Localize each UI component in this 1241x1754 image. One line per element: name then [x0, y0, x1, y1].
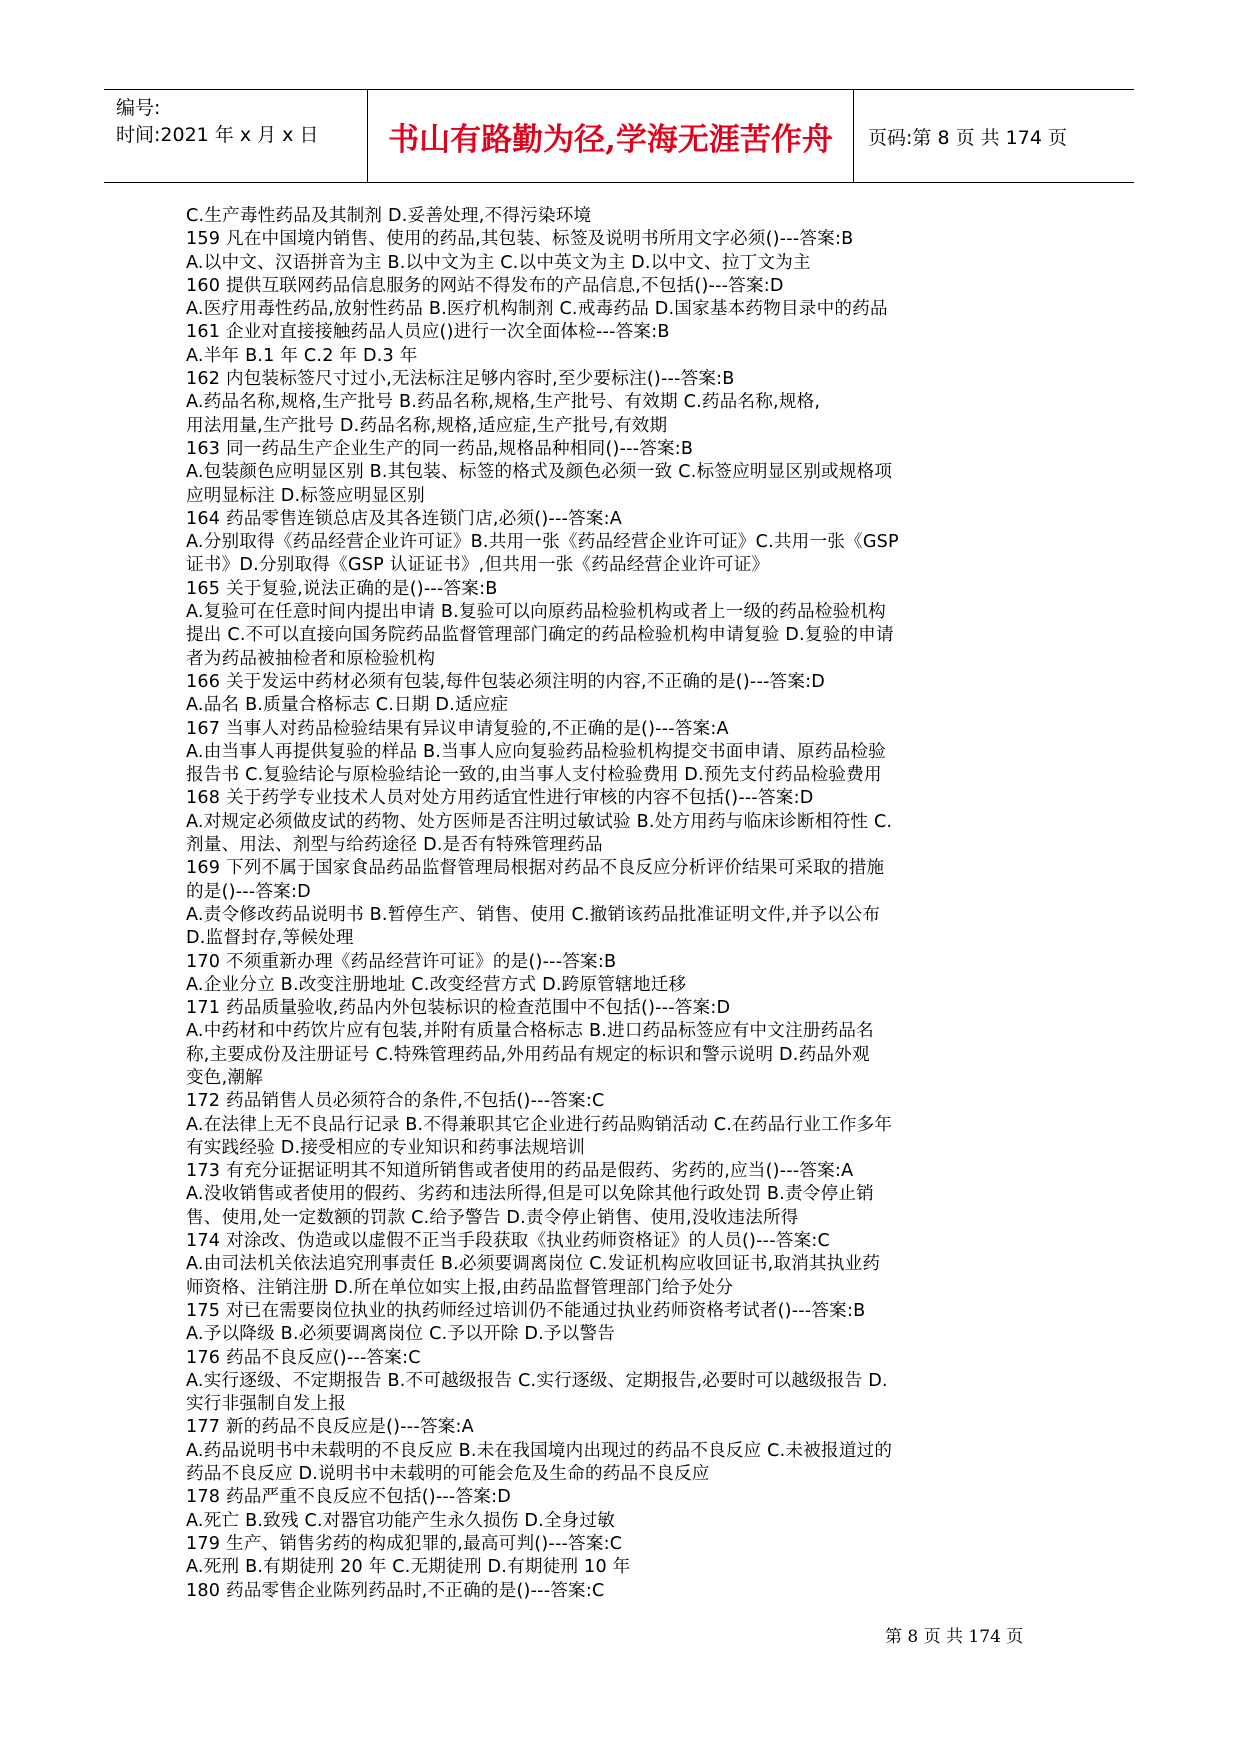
text-line: A.对规定必须做皮试的药物、处方医师是否注明过敏试验 B.处方用药与临床诊断相符性 C.: [186, 811, 893, 832]
text-line: 报告书 C.复验结论与原检验结论一致的,由当事人支付检验费用 D.预先支付药品检验费用: [186, 765, 882, 786]
text-line: A.品名 B.质量合格标志 C.日期 D.适应症: [186, 695, 509, 716]
text-line: 165 关于复验,说法正确的是()---答案:B: [186, 578, 498, 599]
text-line: 166 关于发运中药材必须有包装,每件包装必须注明的内容,不正确的是()---答案:D: [186, 671, 826, 692]
text-line: A.由当事人再提供复验的样品 B.当事人应向复验药品检验机构提交书面申请、原药品检验: [186, 741, 886, 762]
text-line: 177 新的药品不良反应是()---答案:A: [186, 1417, 474, 1438]
text-line: A.以中文、汉语拼音为主 B.以中文为主 C.以中英文为主 D.以中文、拉丁文为主: [186, 252, 811, 273]
text-line: 剂量、用法、剂型与给药途径 D.是否有特殊管理药品: [186, 835, 603, 856]
text-line: 164 药品零售连锁总店及其各连锁门店,必须()---答案:A: [186, 508, 622, 529]
text-line: 的是()---答案:D: [186, 881, 311, 902]
page-footer: 第 8 页 共 174 页: [885, 1627, 1024, 1647]
header-meta: [104, 90, 368, 182]
text-line: 169 下列不属于国家食品药品监督管理局根据对药品不良反应分析评价结果可采取的措施: [186, 858, 885, 879]
text-line: 171 药品质量验收,药品内外包装标识的检查范围中不包括()---答案:D: [186, 998, 731, 1019]
question-text-body: [186, 205, 1056, 1603]
text-line: 者为药品被抽检者和原检验机构: [186, 648, 436, 669]
text-line: 称,主要成份及注册证号 C.特殊管理药品,外用药品有规定的标识和警示说明 D.药品外观: [186, 1044, 870, 1065]
text-line: C.生产毒性药品及其制剂 D.妥善处理,不得污染环境: [186, 206, 592, 226]
text-line: 用法用量,生产批号 D.药品名称,规格,适应症,生产批号,有效期: [186, 415, 668, 436]
text-line: A.半年 B.1 年 C.2 年 D.3 年: [186, 345, 418, 366]
text-line: A.由司法机关依法追究刑事责任 B.必须要调离岗位 C.发证机构应收回证书,取消其执业药: [186, 1254, 881, 1275]
page-info: 页码:第 8 页 共 174 页: [868, 126, 1067, 149]
text-line: 有实践经验 D.接受相应的专业知识和药事法规培训: [186, 1137, 586, 1158]
text-line: 176 药品不良反应()---答案:C: [186, 1347, 421, 1368]
text-line: 变色,潮解: [186, 1067, 263, 1088]
text-line: A.死刑 B.有期徒刑 20 年 C.无期徒刑 D.有期徒刑 10 年: [186, 1557, 631, 1578]
text-line: A.医疗用毒性药品,放射性药品 B.医疗机构制剂 C.戒毒药品 D.国家基本药物目录中的药品: [186, 299, 888, 320]
time-label: 时间:2021 年 x 月 x 日: [116, 124, 319, 146]
text-line: 179 生产、销售劣药的构成犯罪的,最高可判()---答案:C: [186, 1533, 623, 1554]
text-line: 药品不良反应 D.说明书中未载明的可能会危及生命的药品不良反应: [186, 1464, 710, 1485]
text-line: A.药品名称,规格,生产批号 B.药品名称,规格,生产批号、有效期 C.药品名称,规格,: [186, 392, 821, 413]
text-line: 证书》D.分别取得《GSP 认证证书》,但共用一张《药品经营企业许可证》: [186, 555, 770, 576]
text-line: A.没收销售或者使用的假药、劣药和违法所得,但是可以免除其他行政处罚 B.责令停止销: [186, 1184, 874, 1205]
text-line: 159 凡在中国境内销售、使用的药品,其包装、标签及说明书所用文字必须()---答案:B: [186, 229, 854, 250]
text-line: A.分别取得《药品经营企业许可证》B.共用一张《药品经营企业许可证》C.共用一张《GSP: [186, 532, 899, 553]
text-line: A.实行逐级、不定期报告 B.不可越级报告 C.实行逐级、定期报告,必要时可以越级报告 D.: [186, 1370, 888, 1391]
text-line: A.责令修改药品说明书 B.暂停生产、销售、使用 C.撤销该药品批准证明文件,并予以公布: [186, 904, 881, 925]
text-line: 应明显标注 D.标签应明显区别: [186, 485, 425, 506]
text-line: A.企业分立 B.改变注册地址 C.改变经营方式 D.跨原管辖地迁移: [186, 974, 687, 995]
motto: 书山有路勤为径,学海无涯苦作舟: [368, 90, 854, 182]
serial-label: 编号:: [116, 97, 161, 119]
text-line: A.复验可在任意时间内提出申请 B.复验可以向原药品检验机构或者上一级的药品检验机构: [186, 602, 886, 623]
text-line: A.药品说明书中未载明的不良反应 B.未在我国境内出现过的药品不良反应 C.未被报道过的: [186, 1440, 893, 1461]
page-header: [104, 89, 1134, 183]
text-line: 178 药品严重不良反应不包括()---答案:D: [186, 1487, 511, 1508]
text-line: 173 有充分证据证明其不知道所销售或者使用的药品是假药、劣药的,应当()---答案:A: [186, 1161, 854, 1182]
text-line: 160 提供互联网药品信息服务的网站不得发布的产品信息,不包括()---答案:D: [186, 275, 784, 296]
text-line: 163 同一药品生产企业生产的同一药品,规格品种相同()---答案:B: [186, 438, 694, 459]
text-line: 174 对涂改、伪造或以虚假不正当手段获取《执业药师资格证》的人员()---答案:C: [186, 1231, 830, 1252]
text-line: 售、使用,处一定数额的罚款 C.给予警告 D.责令停止销售、使用,没收违法所得: [186, 1207, 799, 1228]
text-line: D.监督封存,等候处理: [186, 928, 354, 949]
text-line: 162 内包装标签尺寸过小,无法标注足够内容时,至少要标注()---答案:B: [186, 369, 735, 390]
text-line: 168 关于药学专业技术人员对处方用药适宜性进行审核的内容不包括()---答案:D: [186, 788, 814, 809]
text-line: 实行非强制自发上报: [186, 1394, 347, 1415]
text-line: A.在法律上无不良品行记录 B.不得兼职其它企业进行药品购销活动 C.在药品行业工作多年: [186, 1114, 893, 1135]
text-line: A.死亡 B.致残 C.对器官功能产生永久损伤 D.全身过敏: [186, 1510, 616, 1531]
text-line: 提出 C.不可以直接向国务院药品监督管理部门确定的药品检验机构申请复验 D.复验的申请: [186, 625, 894, 646]
text-line: 172 药品销售人员必须符合的条件,不包括()---答案:C: [186, 1091, 605, 1112]
text-line: A.包装颜色应明显区别 B.其包装、标签的格式及颜色必须一致 C.标签应明显区别或规格项: [186, 462, 893, 483]
text-line: 175 对已在需要岗位执业的执药师经过培训仍不能通过执业药师资格考试者()---答案:B: [186, 1300, 866, 1321]
text-line: 170 不须重新办理《药品经营许可证》的是()---答案:B: [186, 951, 617, 972]
text-line: A.中药材和中药饮片应有包装,并附有质量合格标志 B.进口药品标签应有中文注册药品名: [186, 1021, 874, 1042]
text-line: 师资格、注销注册 D.所在单位如实上报,由药品监督管理部门给予处分: [186, 1277, 734, 1298]
text-line: A.予以降级 B.必须要调离岗位 C.予以开除 D.予以警告: [186, 1324, 616, 1345]
text-line: 161 企业对直接接触药品人员应()进行一次全面体检---答案:B: [186, 322, 670, 343]
text-line: 180 药品零售企业陈列药品时,不正确的是()---答案:C: [186, 1580, 605, 1601]
text-line: 167 当事人对药品检验结果有异议申请复验的,不正确的是()---答案:A: [186, 718, 729, 739]
